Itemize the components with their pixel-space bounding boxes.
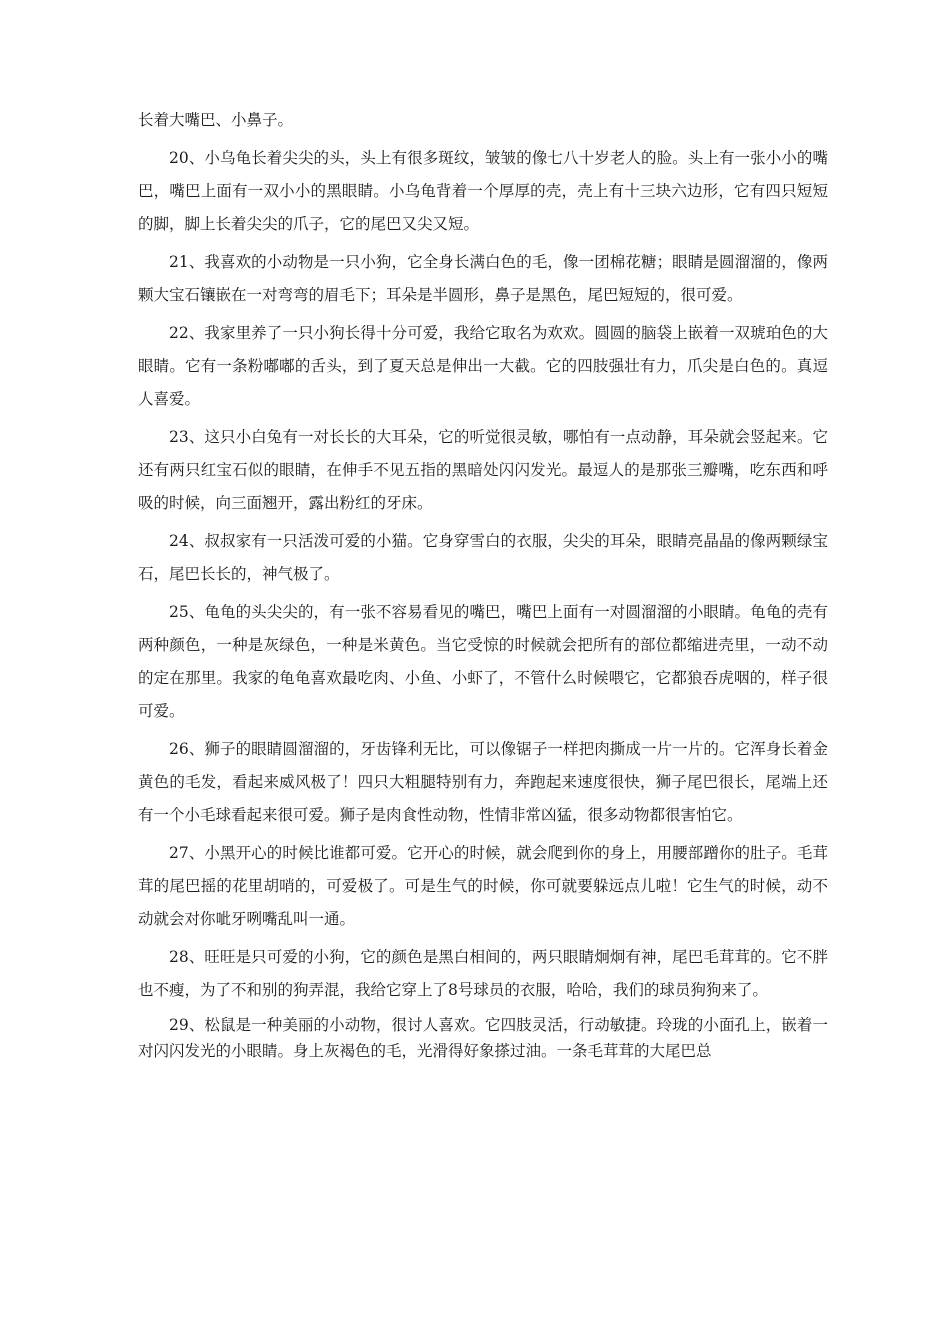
paragraph-29: 29、松鼠是一种美丽的小动物，很讨人喜欢。它四肢灵活，行动敏捷。玲珑的小面孔上，嵌着一对闪闪发光的小眼睛。身上灰褐色的毛，光滑得好象搽过油。一条毛茸茸的大尾巴总: [138, 1016, 828, 1060]
document-body: [138, 104, 828, 1069]
paragraph-24: 24、叔叔家有一只活泼可爱的小猫。它身穿雪白的衣服，尖尖的耳朵，眼睛亮晶晶的像两颗绿宝石，尾巴长长的，神气极了。: [138, 532, 828, 583]
paragraph-27: 27、小黑开心的时候比谁都可爱。它开心的时候，就会爬到你的身上，用腰部蹭你的肚子。毛茸茸的尾巴摇的花里胡哨的，可爱极了。可是生气的时候，你可就要躲远点儿啦！它生气的时候，动不动就会对你呲牙咧嘴乱叫一通。: [138, 844, 828, 928]
paragraph-21: 21、我喜欢的小动物是一只小狗，它全身长满白色的毛，像一团棉花糖；眼睛是圆溜溜的，像两颗大宝石镶嵌在一对弯弯的眉毛下；耳朵是半圆形，鼻子是黑色，尾巴短短的，很可爱。: [138, 253, 828, 304]
paragraph-25: 25、龟龟的头尖尖的，有一张不容易看见的嘴巴，嘴巴上面有一对圆溜溜的小眼睛。龟龟的壳有两种颜色，一种是灰绿色，一种是米黄色。当它受惊的时候就会把所有的部位都缩进壳里，一动不动的定在那里。我家的龟龟喜欢最吃肉、小鱼、小虾了，不管什么时候喂它，它都狼吞虎咽的，样子很可爱。: [138, 603, 828, 720]
paragraph-22: 22、我家里养了一只小狗长得十分可爱，我给它取名为欢欢。圆圆的脑袋上嵌着一双琥珀色的大眼睛。它有一条粉嘟嘟的舌头，到了夏天总是伸出一大截。它的四肢强壮有力，爪尖是白色的。真逗人喜爱。: [138, 324, 828, 408]
paragraph-23: 23、这只小白兔有一对长长的大耳朵，它的听觉很灵敏，哪怕有一点动静，耳朵就会竖起来。它还有两只红宝石似的眼睛，在伸手不见五指的黑暗处闪闪发光。最逗人的是那张三瓣嘴，吃东西和呼吸的时候，向三面翘开，露出粉红的牙床。: [138, 428, 828, 512]
paragraph-28: 28、旺旺是只可爱的小狗，它的颜色是黑白相间的，两只眼睛炯炯有神，尾巴毛茸茸的。它不胖也不瘦，为了不和别的狗弄混，我给它穿上了8号球员的衣服，哈哈，我们的球员狗狗来了。: [138, 948, 828, 999]
paragraph-26: 26、狮子的眼睛圆溜溜的，牙齿锋利无比，可以像锯子一样把肉撕成一片一片的。它浑身长着金黄色的毛发，看起来威风极了！四只大粗腿特别有力，奔跑起来速度很快，狮子尾巴很长，尾端上还有一个小毛球看起来很可爱。狮子是肉食性动物，性情非常凶猛，很多动物都很害怕它。: [138, 740, 828, 824]
paragraph-20: 20、小乌龟长着尖尖的头，头上有很多斑纹，皱皱的像七八十岁老人的脸。头上有一张小小的嘴巴，嘴巴上面有一双小小的黑眼睛。小乌龟背着一个厚厚的壳，壳上有十三块六边形，它有四只短短的脚，脚上长着尖尖的爪子，它的尾巴又尖又短。: [138, 149, 828, 233]
paragraph-continued: 长着大嘴巴、小鼻子。: [138, 111, 294, 129]
